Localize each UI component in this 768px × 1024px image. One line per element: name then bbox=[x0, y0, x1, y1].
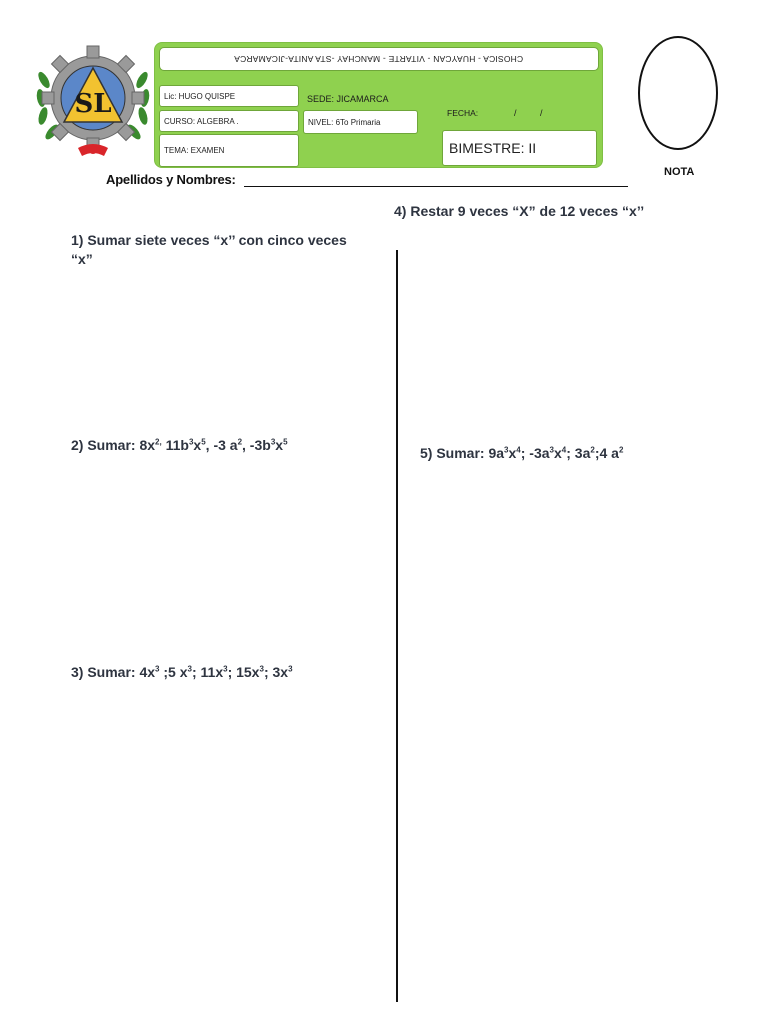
date-label: FECHA: bbox=[447, 108, 479, 118]
teacher-field bbox=[159, 85, 299, 107]
branches-text: CHOSICA - HUAYCAN - VITARTE - MANCHAY -STA ANITA-JICAMARCA bbox=[234, 54, 524, 64]
question-2: 2) Sumar: $8x^{2,}$ $11b^3x^5$, -3 $a^2$, $-3b^3x^5$ bbox=[71, 437, 288, 453]
grade-label: NOTA bbox=[664, 166, 695, 178]
question-4: 4) Restar 9 veces “X” de 12 veces “x’’ bbox=[394, 203, 645, 219]
question-1: 1) Sumar siete veces “x’’ con cinco veces “x” bbox=[71, 232, 347, 267]
course-field bbox=[159, 110, 299, 132]
topic-text: TEMA: EXAMEN bbox=[164, 146, 225, 155]
campus-label: SEDE: JICAMARCA bbox=[307, 94, 389, 104]
column-divider bbox=[396, 250, 398, 1002]
question-5: 5) Sumar: $9a^3x^4$; $-3a^3x^4$; $3a^2;4$ $a^2$ bbox=[420, 445, 624, 461]
level-text: NIVEL: 6To Primaria bbox=[308, 117, 381, 127]
term-field bbox=[442, 130, 597, 166]
branches-banner bbox=[159, 47, 599, 71]
date-separator-2: / bbox=[540, 108, 543, 118]
course-text: CURSO: ALGEBRA . bbox=[164, 116, 239, 126]
level-field bbox=[303, 110, 418, 134]
topic-field bbox=[159, 134, 299, 167]
term-text: BIMESTRE: II bbox=[449, 140, 537, 156]
student-name-line[interactable] bbox=[244, 186, 628, 187]
svg-text:SL: SL bbox=[74, 89, 112, 119]
question-3: 3) Sumar: $4x^3$ ;5 $x^3$; $11x^3$; $15x^3$; $3x^3$ bbox=[71, 664, 293, 680]
school-logo bbox=[34, 40, 152, 164]
gear-emblem-icon bbox=[34, 40, 152, 164]
header-panel bbox=[154, 42, 603, 168]
grade-box bbox=[638, 36, 718, 150]
date-separator-1: / bbox=[514, 108, 517, 118]
student-name-label: Apellidos y Nombres: bbox=[106, 172, 236, 187]
teacher-text: Lic: HUGO QUISPE bbox=[164, 91, 236, 101]
